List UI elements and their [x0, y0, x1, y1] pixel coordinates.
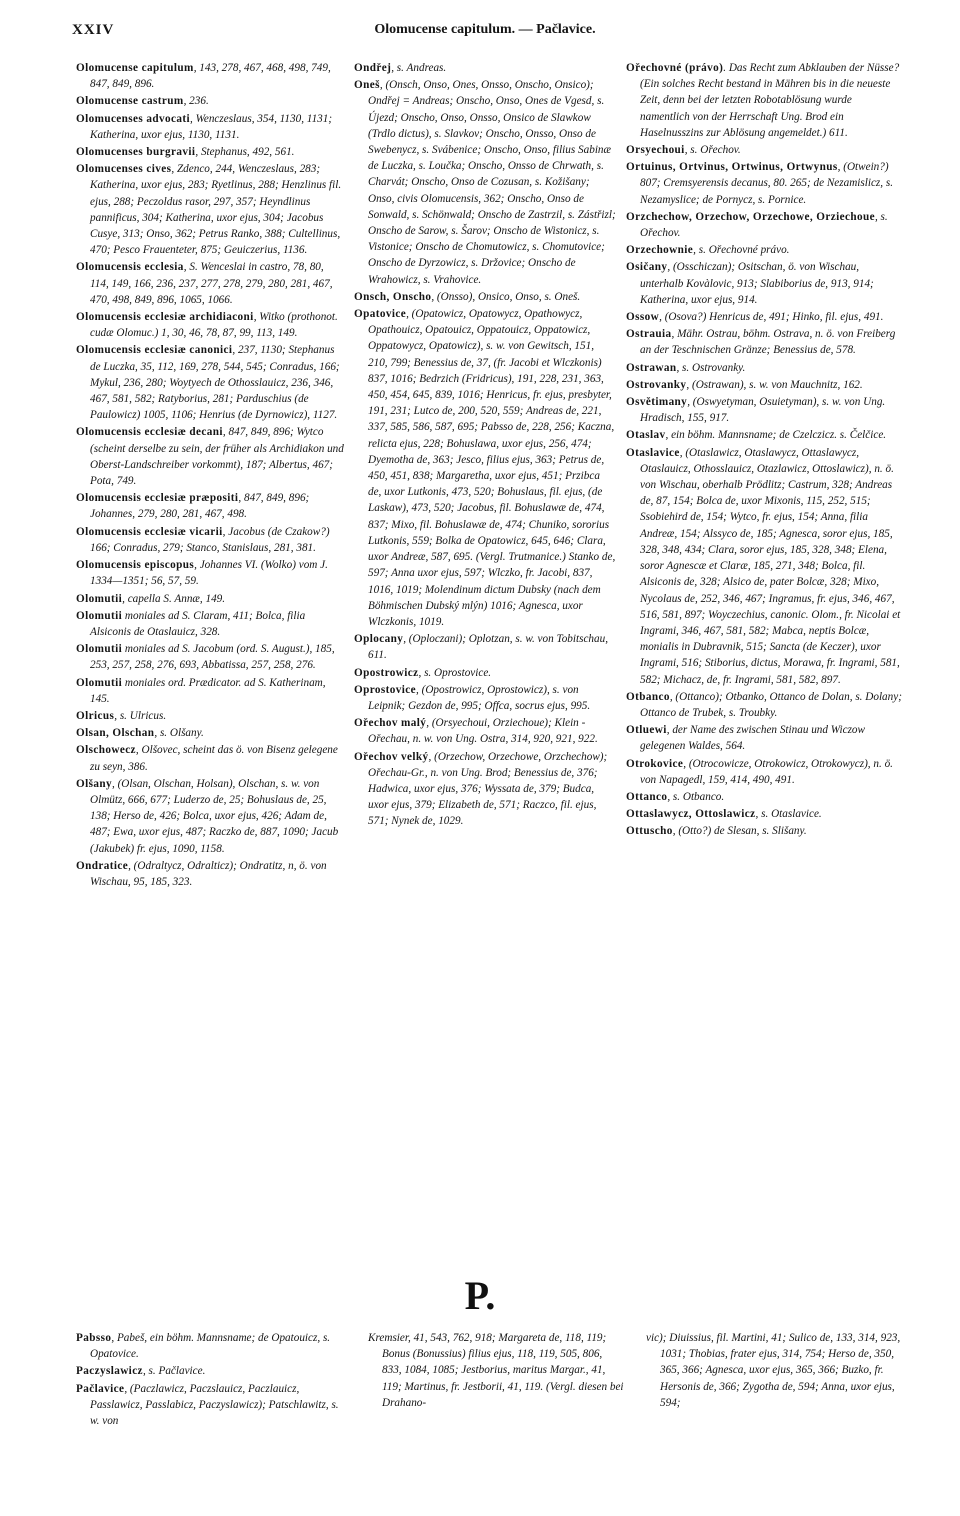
entry-text: , (Opostrowicz, Oprostowicz), s. von Leipnik; Gezdon de, 995; Offca, socrus ejus, 995. — [368, 683, 591, 712]
index-entry — [76, 490, 344, 522]
entry-headword: Oplocany — [354, 633, 404, 646]
index-entry — [626, 806, 904, 822]
entry-text: , 236. — [183, 95, 209, 108]
entry-headword: Ořechovné (právo) — [626, 62, 724, 74]
page-number: XXIV — [72, 22, 115, 38]
entry-text: , 847, 849, 896; Wytco (scheint derselbe zu sein, der früher als Archidiakon und Oberst-Landschreiber vorkommt), 187; Albertus, 467; Pota, 749. — [90, 426, 344, 488]
index-entry — [626, 326, 904, 358]
index-entry — [626, 142, 904, 158]
entry-headword: Ostrauia — [626, 328, 672, 341]
index-entry — [354, 631, 616, 663]
entry-text: moniales ord. Prædicator. ad S. Katherinam, 145. — [90, 676, 326, 705]
index-entry — [76, 742, 344, 774]
entry-text: , (Opatowicz, Opatowycz, Opathowycz, Opathouicz, Opatouicz, Oppatouicz, Oppatowicz, Oppatowycz, Opatowicz), s. w. von Gewitsch, 151, 210, 799; Benessius de, 37, (fr. Jacobi et Wlczkonis) 837, 1016; Bedrzich (Fridricus), 191, 228, 231, 363, 450, 454, 645, 839, 1016; Henricus, fr. ejus, presbyter, 191, 231; Lutco de, 200, 520, 559; Andreas de, 221, 337, 585, 586, 587, 695; Pabsso de, 228, 256; Kaczna, relicta ejus, 228; Bohuslawa, uxor ejus, 256, 474; Dyemotha de, 363; Jesco, filius ejus, 363; Petrus de, 450, 451, 838; Margaretha, uxor ejus, 451; Przibca de, uxor Lutkonis, 473, 520; Bohuslaus, fil. ejus, (de Laskaw), 473, 520; Jacobus, fil. Bohuslawæ de, 474, 837; Mixo, fil. Bohuslawæ de, 474; Chuniko, sororius Lutkonis, 559; Bolka de Opatowicz, 645, 646; Clara, uxor Andreæ, 587, 695. (Vergl. Trutmanice.) Stanko de, 597; Anna uxor ejus, 597; Wlczko, fr. Jacobi, 837, 1016, 1019; Molendinum dictum Dubsky (nach dem Böhmischen Dubský mlýn) 1016; Agnesca, uxor Wlczkonis, 1019. — [368, 308, 616, 628]
entry-headword: Ottaslawycz, Ottoslawicz — [626, 808, 756, 821]
entry-headword: Olšany — [76, 777, 112, 790]
index-entry — [76, 591, 344, 607]
entry-headword: Ondratice — [76, 859, 129, 872]
index-entry — [76, 725, 344, 741]
column-3 — [626, 60, 904, 841]
entry-headword: Pabsso — [76, 1332, 112, 1344]
entry-text: , Pabeš, ein böhm. Mannsname; de Opatouicz, s. Opatovice. — [90, 1332, 331, 1361]
entry-headword: Olricus — [76, 709, 115, 722]
entry-headword: Olomucenses advocati — [76, 112, 190, 125]
entry-headword: Olomutii — [76, 676, 123, 689]
index-entry — [76, 608, 344, 640]
entry-text: , s. Olšany. — [154, 727, 204, 740]
entry-headword: Orzechownie — [626, 244, 694, 257]
index-entry — [368, 1330, 624, 1411]
bottom-column-3 — [646, 1330, 904, 1412]
index-entry — [76, 161, 344, 258]
index-entry — [626, 209, 904, 241]
entry-text: , (Onsch, Onso, Ones, Onsso, Onscho, Onsico); Ondřej = Andreas; Onscho, Onso, Ones de Vgesd, s. Újezd; Onscho, Onso, Onsso, Onsico de Slawkow (Trdlo dictus), s. Slavkov; Onscho, Onsso, Onso de Swebenycz, s. Svábenice; Onscho, Onso, filius Sabinæ de Luczka, s. Loučka; Onscho, Onsso de Chrwath, s. Charvát; Onscho, Onso de Cozusan, s. Kožišany; Onso, civis Olomucensis, 362; Onscho, Onso de Sonwald, s. Schönwald; Onscho de Zastrzil, s. Zástřizl; Onscho de Sarow, s. Šarov; Onscho de Wistonicz, s. Vistonice; Onscho de Chomutowicz, s. Chomutovice; Onscho de Dyrzowicz, s. Držovice; Onscho de Wrahowicz, s. Vrahovice. — [368, 79, 616, 286]
entry-headword: Ossow — [626, 311, 660, 324]
entry-text: , Jacobus (de Czakow?) 166; Conradus, 279; Stanco, Stanislaus, 281, 381. — [90, 525, 330, 554]
entry-headword: Osičany — [626, 261, 668, 274]
entry-text: , (Otto?) de Slesan, s. Slišany. — [672, 825, 807, 838]
entry-headword: Otbanco — [626, 690, 670, 703]
entry-text: , (Odraltycz, Odralticz); Ondratitz, n, ö. von Wischau, 95, 185, 323. — [90, 859, 327, 888]
index-entry — [354, 682, 616, 714]
entry-text: moniales ad S. Claram, 411; Bolca, filia Alsiconis de Otaslauicz, 328. — [90, 609, 306, 638]
index-entry — [626, 242, 904, 258]
index-entry — [76, 641, 344, 673]
entry-text: , s. Ořechov. — [640, 210, 888, 240]
index-entry — [626, 259, 904, 308]
entry-headword: Oprostovice — [354, 683, 416, 696]
index-entry — [626, 689, 904, 721]
index-entry — [626, 159, 904, 208]
entry-text: , s. Oprostovice. — [418, 666, 492, 679]
entry-text: , (Otaslawicz, Otaslawycz, Ottaslawycz, Otaslauicz, Othosslauicz, Otazlawicz, Ottoslawicz), n. ö. von Wischau, oberhalb Prödlitz; Castrum, 328; Andreas de, 87, 154; Bolca de, uxor Mixonis, 115, 252, 515; Ssobiehird de, 154; Wytco, fr. ejus, 154; Anna, filia Andreæ, 154; Alssyco de, 185; Agnesca, soror ejus, 185, 328, 348, 434; Clara, soror ejus, 185, 328, 348; Elena, soror Agnescæ et Claræ, 185, 271, 348; Bolca, fil. Alsiconis de, 328; Alsico de, pater Bolcæ, 328; Mixo, Nycolaus de, 252, 346, 467; Ingramus, fr. ejus, 346, 467, 516, 581, 897; Woyczechius, canonic. Olom., fr. Nicolai et Ingrami, 346, 467, 581, 582; Mabca, neptis Bolcæ, monialis in Dubravnik, 515; Sancta (de Keczer), uxor Ingrami, 516; Stiborius, dictus, Morawa, fr. Ingrami, 581, 582; Michacz, de, fr. Ingrami, 581, 582, 897. — [640, 446, 901, 686]
entry-text: , (Onsso), Onsico, Onso, s. Oneš. — [431, 290, 581, 303]
entry-headword: Olomucensis ecclesiæ canonici — [76, 344, 233, 357]
entry-headword: Olomucensis ecclesiæ vicarii — [76, 525, 223, 538]
entry-text: , s. Andreas. — [391, 62, 447, 74]
entry-headword: Opatovice — [354, 308, 407, 321]
entry-headword: Ostrawan — [626, 361, 677, 374]
entry-headword: Olomucensis episcopus — [76, 559, 195, 572]
bottom-column-1 — [76, 1330, 344, 1430]
index-entry — [76, 309, 344, 341]
entry-headword: Olomucensis ecclesiæ decani — [76, 426, 223, 439]
entry-text: , (Ottanco); Otbanko, Ottanco de Dolan, s. Dolany; Ottanco de Trubek, s. Troubky. — [640, 690, 902, 719]
section-letter: P. — [464, 1273, 496, 1318]
index-entry — [354, 289, 616, 305]
entry-text: , ein böhm. Mannsname; de Czelczicz. s. Čelčice. — [665, 429, 887, 442]
index-entry — [354, 715, 616, 747]
entry-headword: Olomucensis ecclesiæ archidiaconi — [76, 311, 254, 324]
index-entry — [76, 1330, 344, 1362]
entry-text: . Das Recht zum Abklauben der Nüsse? (Ein solches Recht bestand in Mähren bis in die neueste Zeit, denn bei der letzten Robotablösung wurde namentlich von der Herrschaft Ung. Brod ein Haselnusszins zur Ablösung angemeldet.) 611. — [640, 62, 900, 139]
index-entry — [354, 749, 616, 830]
index-entry — [76, 708, 344, 724]
entry-headword: Ondřej — [354, 62, 392, 74]
entry-headword: Ottuscho — [626, 825, 673, 838]
column-1 — [76, 60, 344, 891]
index-entry — [626, 394, 904, 426]
entry-headword: Olomucenses cives — [76, 163, 172, 176]
entry-headword: Otaslavice — [626, 446, 680, 459]
entry-headword: Otaslav — [626, 429, 666, 442]
page-header — [72, 22, 898, 42]
index-entry — [76, 144, 344, 160]
index-entry — [76, 342, 344, 423]
running-title: Olomucense capitulum. — Pačlavice. — [374, 22, 596, 37]
index-entry — [626, 789, 904, 805]
entry-headword: Osvětimany — [626, 396, 688, 409]
entry-text: , Zdenco, 244, Wenczeslaus, 283; Katherina, uxor ejus, 283; Ryetlinus, 288; Henzlinus fil. ejus, 288; Peczoldus rasor, 297, 357; Heyndlinus pannificus, 304; Katherina, uxor ejus, 304; Jacobus Cusye, 313; Onso, 362; Petrus Ranko, 388; Cultellinus, 470; Pesco Frauenteter, 875; Geuiczerius, 1136. — [90, 163, 342, 257]
entry-text: , Johannes VI. (Wolko) vom J. 1334—1351; 56, 57, 59. — [90, 559, 328, 588]
entry-headword: Ostrovanky — [626, 378, 687, 391]
entry-headword: Oneš — [354, 79, 380, 92]
entry-text: , 237, 1130; Stephanus de Luczka, 35, 112, 169, 278, 544, 545; Conradus, 166; Mykul, 236, 280; Woytyech de Othosslauicz, 236, 346, 467, 581, 582; Ratyborius, 281; Parduschius (de Paulowicz) 1005, 1106; Henrius (de Dyrnowicz), 1127. — [90, 344, 340, 422]
entry-text: , 847, 849, 896; Johannes, 279, 280, 281, 467, 498. — [90, 492, 310, 521]
entry-text: , Olšovec, scheint das ö. von Bisenz gelegene zu seyn, 386. — [90, 744, 338, 773]
index-entry — [626, 60, 904, 141]
index-entry — [354, 306, 616, 630]
entry-text: , Wenczeslaus, 354, 1130, 1131; Katherina, uxor ejus, 1130, 1131. — [90, 112, 333, 141]
entry-headword: Ořechov velký — [354, 750, 429, 763]
entry-text: , der Name des zwischen Stinau und Wiczow gelegenen Waldes, 564. — [640, 724, 865, 753]
entry-headword: Orzchechow, Orzechow, Orzechowe, Orziechoue — [626, 210, 875, 223]
index-entry — [76, 1381, 344, 1430]
index-entry — [626, 823, 904, 839]
index-entry — [76, 259, 344, 308]
index-entry — [76, 93, 344, 109]
entry-headword: Paczyslawicz — [76, 1365, 143, 1378]
entry-text: , s. Ulricus. — [114, 709, 167, 722]
entry-text: moniales ad S. Jacobum (ord. S. August.), 185, 253, 257, 258, 276, 693, Abbatissa, 257, 258, 276. — [90, 643, 335, 672]
entry-text: , s. Ostrovanky. — [676, 361, 746, 374]
index-entry — [626, 360, 904, 376]
index-entry — [626, 427, 904, 443]
entry-text: , Mähr. Ostrau, böhm. Ostrava, n. ö. von Freiberg an der Teschnischen Gränze; Benessius de, 578. — [640, 328, 896, 357]
entry-text: vic); Diuissius, fil. Martini, 41; Sulico de, 133, 314, 923, 1031; Thobias, frater ejus, 314, 754; Herso de, 350, 365, 366; Agnesca, uxor ejus, 365, 366; Buzko, fr. Hersonis de, 366; Zygotha de, 594; Anna, uxor ejus, 594; — [646, 1332, 901, 1409]
entry-text: , (Orsyechoui, Orziechoue); Klein - Ořechau, n. w. von Ung. Ostra, 314, 920, 921, 922. — [368, 717, 598, 746]
index-entry — [626, 309, 904, 325]
entry-headword: Otluewi — [626, 724, 667, 737]
entry-headword: Onsch, Onscho — [354, 290, 432, 303]
entry-text: , (Paczlawicz, Paczslauicz, Paczlauicz, Passlawicz, Passlabicz, Paczyslawicz); Patschlawitz, s. w. von — [90, 1382, 339, 1428]
index-entry — [76, 557, 344, 589]
entry-headword: Opostrowicz — [354, 666, 419, 679]
index-entry — [354, 77, 616, 288]
entry-text: , s. Ořechovné právo. — [693, 244, 790, 257]
index-entry — [76, 60, 344, 92]
bottom-column-2 — [368, 1330, 624, 1412]
index-entry — [354, 60, 616, 76]
entry-headword: Olomucense castrum — [76, 95, 184, 108]
entry-headword: Olomucense capitulum — [76, 62, 194, 74]
index-entry — [626, 722, 904, 754]
index-entry — [646, 1330, 904, 1411]
entry-text: , s. Otaslavice. — [755, 808, 822, 821]
index-entry — [626, 445, 904, 688]
entry-headword: Pačlavice — [76, 1382, 125, 1395]
entry-text: , 143, 278, 467, 468, 498, 749, 847, 849, 896. — [90, 62, 331, 91]
index-entry — [76, 524, 344, 556]
entry-headword: Otrokovice — [626, 757, 684, 770]
entry-headword: Ottanco — [626, 790, 668, 803]
entry-text: , Witko (prothonot. cudæ Olomuc.) 1, 30, 46, 78, 87, 99, 113, 149. — [90, 311, 338, 340]
entry-text: Kremsier, 41, 543, 762, 918; Margareta de, 118, 119; Bonus (Bonussius) filius ejus, 118, 119, 505, 806, 833, 1084, 1085; Jestborius, maritus Margar., 41, 119; Martinus, fr. Jestborii, 41, 119. (Vergl. diesen bei Drahano- — [368, 1332, 624, 1409]
entry-headword: Olomutii — [76, 643, 123, 656]
index-entry — [626, 377, 904, 393]
entry-text: , (Otrocowicze, Otrokowicz, Otrokowycz), n. ö. von Napagedl, 159, 414, 490, 491. — [640, 757, 893, 786]
entry-text: , (Oswyetyman, Osuietyman), s. w. von Ung. Hradisch, 155, 917. — [640, 396, 886, 425]
entry-text: , (Orzechow, Orzechowe, Orzchechow); Ořechau-Gr., n. von Ung. Brod; Benessius de, 376; Hadwica, uxor ejus, 376; Wyssata de, 379; Budca, uxor ejus, 379; Elizabeth de, 571; Raczco, fil. ejus, 571; Nynek de, 1029. — [368, 750, 608, 828]
column-2 — [354, 60, 616, 831]
index-entry — [76, 1363, 344, 1379]
entry-text: , (Otwein?) 807; Cremsyerensis decanus, 80. 265; de Nezamislicz, s. Nezamyslice; de Pornycz, s. Pornice. — [640, 161, 894, 206]
entry-text: , (Osova?) Henricus de, 491; Hinko, fil. ejus, 491. — [659, 311, 884, 324]
index-entry — [76, 858, 344, 890]
index-entry — [76, 675, 344, 707]
entry-headword: Olomucensis ecclesia — [76, 261, 184, 274]
index-entry — [76, 776, 344, 857]
entry-headword: Orsyechoui — [626, 144, 685, 157]
entry-headword: Ořechov malý — [354, 717, 427, 730]
entry-headword: Olomutii — [76, 609, 123, 622]
index-entry — [626, 756, 904, 788]
entry-text: , s. Ořechov. — [684, 144, 741, 157]
entry-text: , (Oploczani); Oplotzan, s. w. von Tobitschau, 611. — [368, 633, 608, 662]
entry-text: , S. Wenceslai in castro, 78, 80, 114, 149, 166, 236, 237, 277, 278, 279, 280, 281, 467, 470, 498, 849, 896, 1065, 1066. — [90, 261, 333, 306]
entry-text: , Stephanus, 492, 561. — [195, 146, 295, 159]
entry-text: , s. Pačlavice. — [142, 1365, 206, 1378]
index-entry — [354, 665, 616, 681]
entry-headword: Ortuinus, Ortvinus, Ortwinus, Ortwynus — [626, 161, 838, 174]
entry-text: , (Osschiczan); Ositschan, ö. von Wischau, unterhalb Kovàlovic, 913; Slabiborius de, 913, 914; Katherina, uxor ejus, 914. — [640, 261, 874, 306]
entry-text: , (Ostrawan), s. w. von Mauchnitz, 162. — [686, 378, 863, 391]
entry-headword: Olomucensis ecclesiæ præpositi — [76, 492, 239, 505]
index-entry — [76, 111, 344, 143]
index-entry — [76, 424, 344, 489]
entry-headword: Olomutii — [76, 592, 123, 605]
entry-headword: Olschowecz — [76, 744, 136, 757]
entry-headword: Olomucenses burgravii — [76, 146, 196, 159]
entry-headword: Olsan, Olschan — [76, 727, 155, 740]
entry-text: , s. Otbanco. — [667, 790, 725, 803]
entry-text: , (Olsan, Olschan, Holsan), Olschan, s. w. von Olmütz, 666, 677; Luderzo de, 25; Bohuslaus de, 25, 138; Herso de, 426; Bolca, uxor ejus, 426; Adam de, 487; Ewa, uxor ejus, 487; Raczko de, 887, 1090; Jacub (Jakubek) fr. ejus, 1090, 1158. — [90, 777, 339, 855]
entry-text: , capella S. Annæ, 149. — [122, 592, 226, 605]
